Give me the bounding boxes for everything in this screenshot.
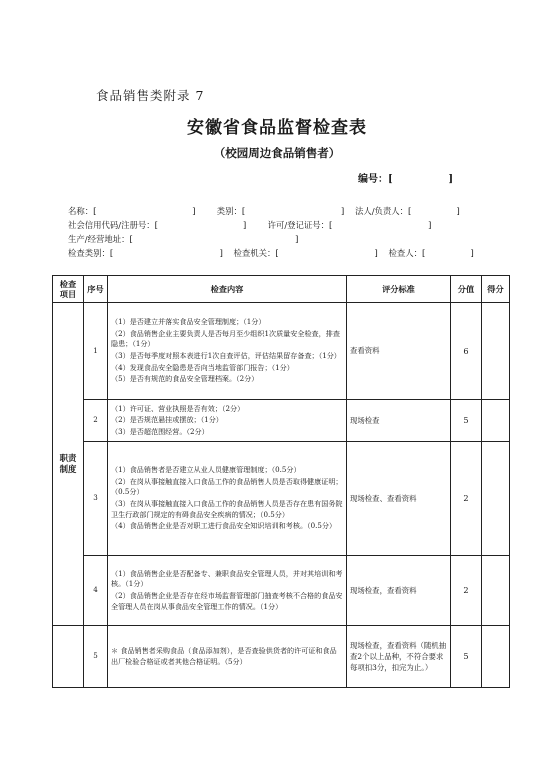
header-category: 检查项目 bbox=[53, 276, 84, 303]
content-item: （3）是否每季度对照本表进行1次自查评估，评估结果留存备查；（1分） bbox=[111, 351, 341, 360]
field-row-inspection: 检查类别：[ ] 检查机关：[ ] 检查人：[ ] bbox=[68, 248, 474, 258]
content-item: （1）食品销售者是否建立从业人员健康管理制度；（0.5分） bbox=[111, 465, 301, 475]
content-cell bbox=[108, 626, 347, 688]
table-row bbox=[53, 626, 510, 688]
content-item: （4）食品销售企业是否对职工进行食品安全知识培训和考核。（0.5分） bbox=[111, 521, 337, 531]
field-row-name: 名称：[ ] 类别：[ ] 法人/负责人：[ ] bbox=[68, 206, 460, 216]
content-item: （1）食品销售企业是否配备专、兼职食品安全管理人员，并对其培训和考核。（1分） bbox=[111, 568, 343, 589]
score-cell[interactable] bbox=[482, 626, 510, 688]
seq-cell: 5 bbox=[84, 626, 108, 688]
appendix-label: 食品销售类附录 7 bbox=[96, 88, 205, 103]
header-points: 分值 bbox=[451, 276, 482, 303]
score-cell[interactable] bbox=[482, 303, 510, 400]
content-item: ＊ 食品销售者采购食品（食品添加剂），是否查验供货者的许可证和食品出厂检验合格证或者其他合格证明。（5分） bbox=[111, 645, 337, 666]
field-row-address: 生产/经营地址：[ ] bbox=[68, 234, 299, 244]
content-item: （2）食品销售企业主要负责人是否每月至少组织1次质量安全检查，排查隐患；（1分） bbox=[111, 328, 340, 349]
score-cell[interactable] bbox=[482, 556, 510, 626]
points-cell: 2 bbox=[451, 556, 482, 626]
table-row bbox=[53, 442, 510, 556]
points-cell: 5 bbox=[451, 626, 482, 688]
standard-cell: 查看资料 bbox=[347, 303, 451, 400]
header-seq: 序号 bbox=[84, 276, 108, 303]
seq-cell: 3 bbox=[84, 442, 108, 556]
points-cell: 2 bbox=[451, 442, 482, 556]
category-cell: 职责制度 bbox=[53, 303, 84, 626]
points-cell: 6 bbox=[451, 303, 482, 400]
content-item: （4）发现食品安全隐患是否向当地监管部门报告；（1分） bbox=[111, 362, 294, 372]
content-cell bbox=[108, 400, 347, 442]
page-subtitle: （校园周边食品销售者） bbox=[213, 146, 341, 160]
content-item: （1）是否建立并落实食品安全管理制度；（1分） bbox=[111, 317, 266, 327]
header-standard: 评分标准 bbox=[347, 276, 451, 303]
table-row bbox=[53, 400, 510, 442]
content-item: （3）在岗从事接触直接入口食品工作的食品销售人员是否存在患有国务院卫生行政部门规定的有碍食品安全疾病的情况；（0.5分） bbox=[111, 499, 343, 519]
standard-cell: 现场检查、查看资料 bbox=[347, 442, 451, 556]
content-item: （1）许可证、营业执照是否有效；（2分） bbox=[111, 403, 245, 413]
table-header-row bbox=[53, 276, 510, 303]
points-cell: 5 bbox=[451, 400, 482, 442]
header-content: 检查内容 bbox=[108, 276, 347, 303]
table-row bbox=[53, 556, 510, 626]
inspection-table bbox=[52, 275, 510, 688]
category-cell-empty bbox=[53, 626, 84, 688]
standard-cell: 现场检查，查看资料 bbox=[347, 556, 451, 626]
content-cell bbox=[108, 556, 347, 626]
header-score: 得分 bbox=[482, 276, 510, 303]
seq-cell: 4 bbox=[84, 556, 108, 626]
seq-cell: 2 bbox=[84, 400, 108, 442]
content-item: （2）在岗从事接触直接入口食品工作的食品销售人员是否取得健康证明；（0.5分） bbox=[111, 476, 343, 497]
seq-cell: 1 bbox=[84, 303, 108, 400]
content-item: （3）是否超范围经营。（2分） bbox=[111, 426, 209, 436]
page-title: 安徽省食品监督检查表 bbox=[187, 118, 367, 138]
content-cell bbox=[108, 303, 347, 400]
content-item: （2）是否规范悬挂或摆放；（1分） bbox=[111, 415, 223, 425]
serial-number-field: 编号：[ ] bbox=[358, 174, 454, 185]
content-item: （5）是否有规范的食品安全管理档案。（2分） bbox=[111, 374, 259, 384]
standard-cell: 现场检查 bbox=[347, 400, 451, 442]
content-cell bbox=[108, 442, 347, 556]
table-row bbox=[53, 303, 510, 400]
score-cell[interactable] bbox=[482, 400, 510, 442]
score-cell[interactable] bbox=[482, 442, 510, 556]
content-item: （2）食品销售企业是否存在经市场监督管理部门抽查考核不合格的食品安全管理人员在岗从事食品安全管理工作的情况。（1分） bbox=[111, 591, 343, 611]
standard-cell: 现场检查，查看资料（随机抽查2个以上品种，不符合要求每项扣3分，扣完为止。） bbox=[347, 626, 451, 688]
field-row-credit-code: 社会信用代码/注册号：[ ] 许可/登记证号：[ ] bbox=[68, 220, 432, 230]
